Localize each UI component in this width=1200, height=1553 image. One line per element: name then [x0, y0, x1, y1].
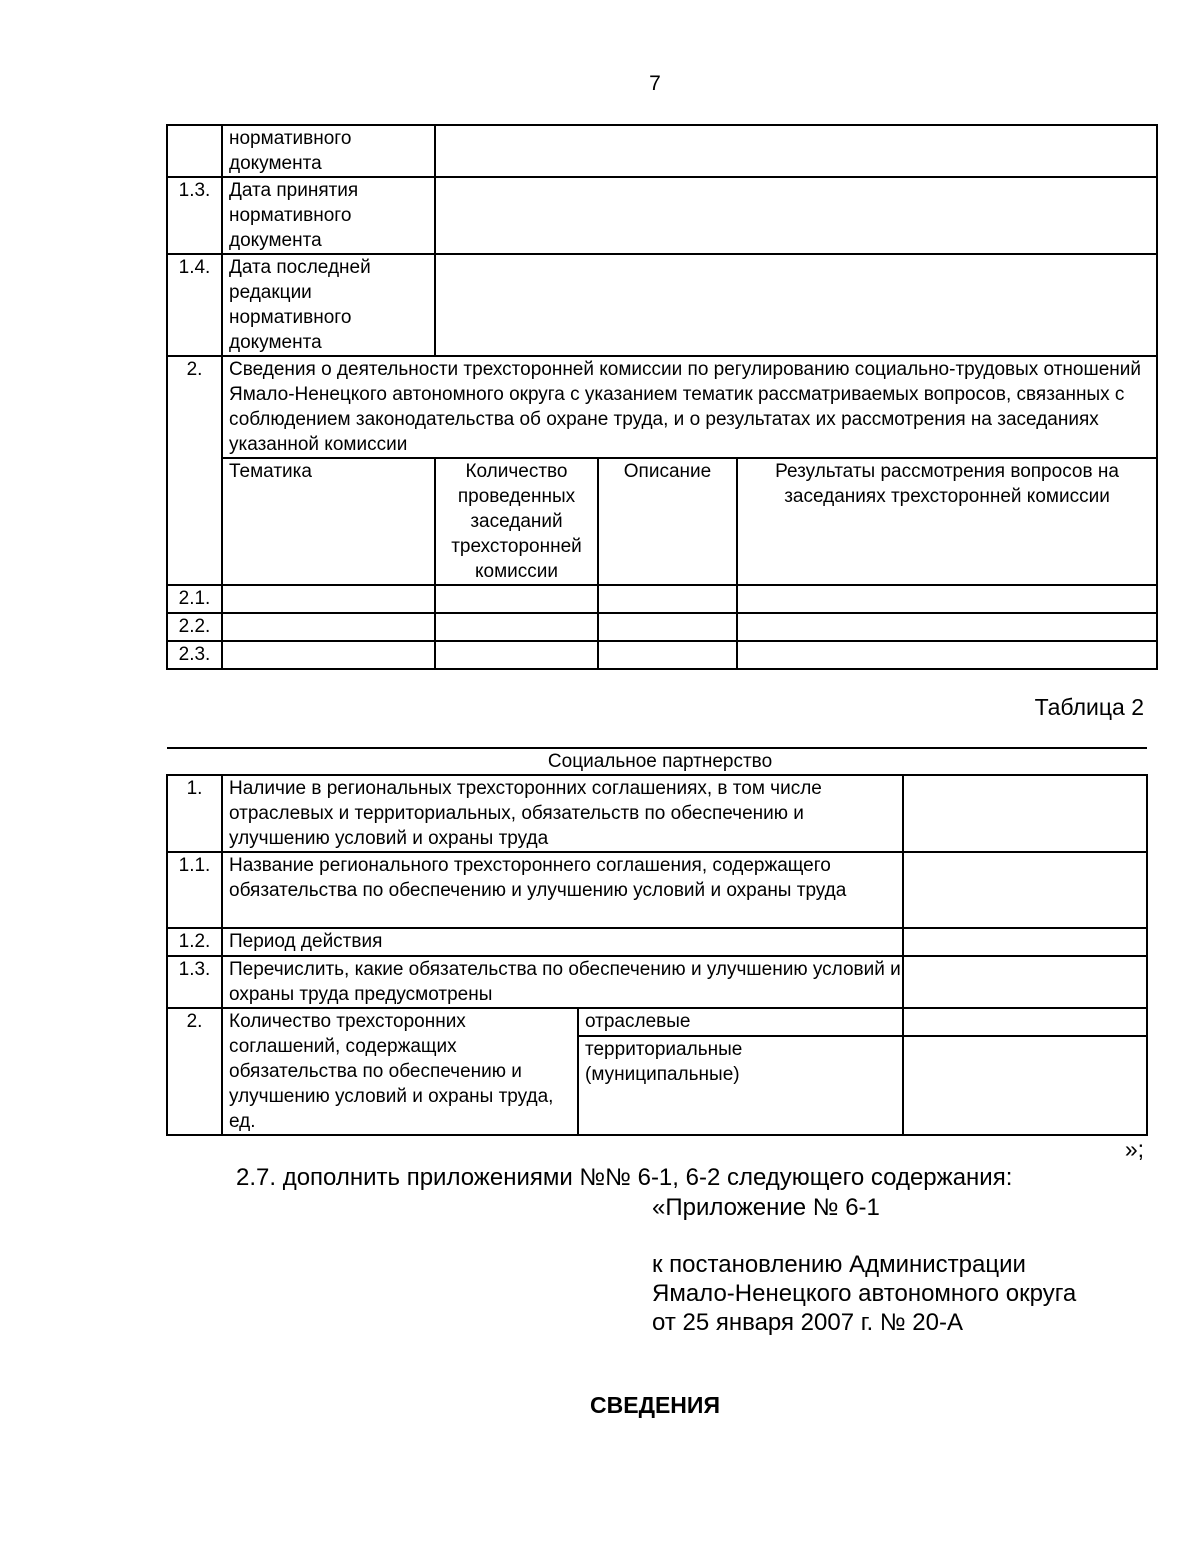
table-row	[167, 613, 1157, 641]
row-number: 1.1.	[167, 852, 222, 928]
table-row	[167, 125, 1157, 177]
row-number: 2.2.	[167, 613, 222, 641]
empty-cell	[903, 1008, 1147, 1036]
closing-quote: »;	[1124, 1136, 1144, 1162]
table-row	[167, 254, 1157, 356]
row-value	[435, 177, 1157, 254]
table-2-caption: Таблица 2	[1034, 694, 1144, 720]
empty-cell	[903, 956, 1147, 1008]
row-number: 1.2.	[167, 928, 222, 956]
sub-category-sectoral: отраслевые	[578, 1008, 903, 1036]
row-number: 1.3.	[167, 956, 222, 1008]
appendix-title: «Приложение № 6-1	[652, 1194, 880, 1221]
empty-cell	[598, 613, 737, 641]
row-number: 2.3.	[167, 641, 222, 669]
table-row	[167, 1008, 1147, 1036]
column-header-meetings-count: Количество проведенных заседаний трехсторонней комиссии	[435, 458, 598, 585]
amendment-paragraph: 2.7. дополнить приложениями №№ 6-1, 6-2 следующего содержания:	[236, 1164, 1013, 1191]
row-number	[167, 125, 222, 177]
row-number: 1.	[167, 775, 222, 852]
normative-document-table	[166, 124, 1158, 670]
empty-cell	[222, 641, 435, 669]
section-heading: СВЕДЕНИЯ	[590, 1392, 720, 1418]
empty-cell	[737, 613, 1157, 641]
empty-cell	[737, 585, 1157, 613]
appendix-ref-line-1: к постановлению Администрации	[652, 1251, 1026, 1278]
row-text: Название регионального трехстороннего соглашения, содержащего обязательства по обеспечению и улучшению условий и охраны труда	[222, 852, 903, 928]
appendix-ref-line-3: от 25 января 2007 г. № 20-А	[652, 1309, 963, 1336]
row-number: 2.	[167, 356, 222, 585]
empty-cell	[222, 613, 435, 641]
empty-cell	[598, 641, 737, 669]
table-title: Социальное партнерство	[167, 748, 1147, 775]
row-value	[435, 125, 1157, 177]
empty-cell	[903, 852, 1147, 928]
section-2-row	[167, 356, 1157, 458]
sub-category-territorial: территориальные (муниципальные)	[578, 1036, 903, 1135]
section-2-description: Сведения о деятельности трехсторонней комиссии по регулированию социально-трудовых отношений Ямало-Ненецкого автономного округа с указанием тематик рассматриваемых вопросов, связанных с соблюдением законодательства об охране труда, и о результатах их рассмотрения на заседаниях указанной комиссии	[222, 356, 1157, 458]
row-label: Дата принятия нормативного документа	[222, 177, 435, 254]
empty-cell	[903, 1036, 1147, 1135]
page-number: 7	[649, 72, 661, 95]
empty-cell	[435, 613, 598, 641]
table-row	[167, 775, 1147, 852]
row-label: нормативного документа	[222, 125, 435, 177]
appendix-ref-line-2: Ямало-Ненецкого автономного округа	[652, 1280, 1077, 1307]
empty-cell	[222, 585, 435, 613]
section-2-header-row	[167, 458, 1157, 585]
row-label: Дата последней редакции нормативного документа	[222, 254, 435, 356]
table-row	[167, 852, 1147, 928]
table-row	[167, 956, 1147, 1008]
row-number: 1.3.	[167, 177, 222, 254]
empty-cell	[737, 641, 1157, 669]
row-text: Количество трехсторонних соглашений, содержащих обязательства по обеспечению и улучшению условий и охраны труда, ед.	[222, 1008, 578, 1135]
row-value	[435, 254, 1157, 356]
row-text: Период действия	[222, 928, 903, 956]
row-number: 2.1.	[167, 585, 222, 613]
table-title-row	[167, 748, 1147, 775]
column-header-results: Результаты рассмотрения вопросов на заседаниях трехсторонней комиссии	[737, 458, 1157, 585]
row-text: Перечислить, какие обязательства по обеспечению и улучшению условий и охраны труда предусмотрены	[222, 956, 903, 1008]
table-row	[167, 585, 1157, 613]
social-partnership-table	[166, 747, 1148, 1136]
empty-cell	[903, 775, 1147, 852]
table-row	[167, 928, 1147, 956]
empty-cell	[435, 641, 598, 669]
table-row	[167, 641, 1157, 669]
row-text: Наличие в региональных трехсторонних соглашениях, в том числе отраслевых и территориальных, обязательств по обеспечению и улучшению условий и охраны труда	[222, 775, 903, 852]
column-header-description: Описание	[598, 458, 737, 585]
column-header-topic: Тематика	[222, 458, 435, 585]
table-row	[167, 177, 1157, 254]
row-number: 2.	[167, 1008, 222, 1135]
empty-cell	[598, 585, 737, 613]
empty-cell	[435, 585, 598, 613]
empty-cell	[903, 928, 1147, 956]
row-number: 1.4.	[167, 254, 222, 356]
